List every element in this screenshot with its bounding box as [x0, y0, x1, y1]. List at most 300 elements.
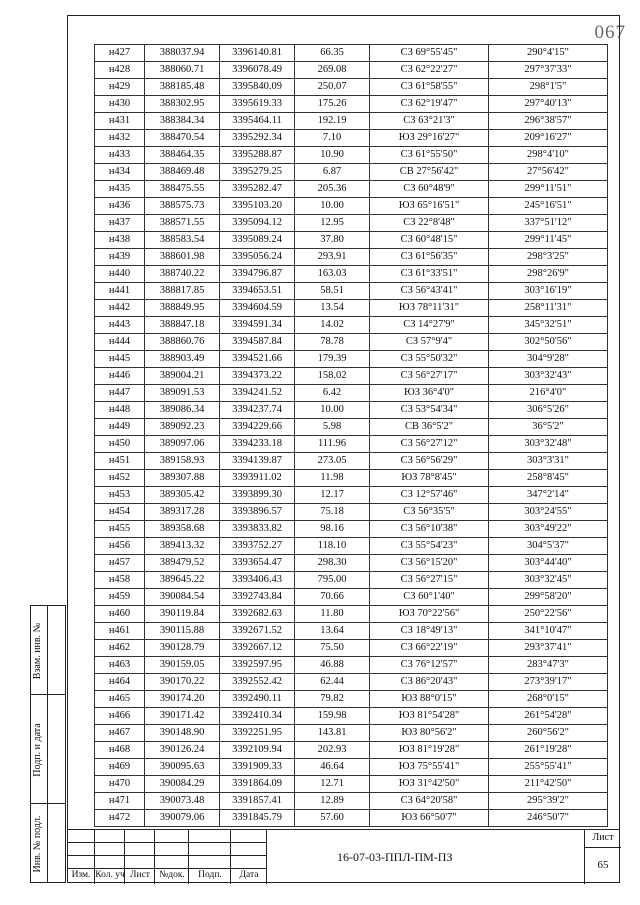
distance-cell: 205.36: [295, 181, 370, 198]
vzam-label: Взам. инв. №: [32, 622, 43, 680]
rhumb-cell: СВ 27°56'42": [370, 164, 489, 181]
x-coord-cell: 390115.88: [145, 623, 220, 640]
rhumb-cell: СЗ 60°1'40": [370, 589, 489, 606]
point-id-cell: н447: [95, 385, 145, 402]
y-coord-cell: 3394237.74: [220, 402, 295, 419]
table-row: [95, 504, 608, 521]
y-coord-cell: 3394233.18: [220, 436, 295, 453]
y-coord-cell: 3394229.66: [220, 419, 295, 436]
x-coord-cell: 388740.22: [145, 266, 220, 283]
azimuth-cell: 299°11'45": [489, 232, 608, 249]
point-id-cell: н458: [95, 572, 145, 589]
distance-cell: 273.05: [295, 453, 370, 470]
point-id-cell: н451: [95, 453, 145, 470]
table-row: [95, 164, 608, 181]
distance-cell: 179.39: [295, 351, 370, 368]
rhumb-cell: ЮЗ 36°4'0": [370, 385, 489, 402]
distance-cell: 159.98: [295, 708, 370, 725]
x-coord-cell: 390119.84: [145, 606, 220, 623]
x-coord-cell: 389317.28: [145, 504, 220, 521]
y-coord-cell: 3391864.09: [220, 776, 295, 793]
rhumb-cell: СЗ 61°33'51": [370, 266, 489, 283]
title-block: [67, 829, 620, 884]
azimuth-cell: 303°24'55": [489, 504, 608, 521]
azimuth-cell: 209°16'27": [489, 130, 608, 147]
azimuth-cell: 36°5'2": [489, 419, 608, 436]
point-id-cell: н430: [95, 96, 145, 113]
table-row: [95, 113, 608, 130]
table-row: [95, 521, 608, 538]
point-id-cell: н428: [95, 62, 145, 79]
table-row: [95, 402, 608, 419]
table-row: [95, 317, 608, 334]
point-id-cell: н449: [95, 419, 145, 436]
y-coord-cell: 3395292.34: [220, 130, 295, 147]
point-id-cell: н452: [95, 470, 145, 487]
x-coord-cell: 388037.94: [145, 45, 220, 62]
y-coord-cell: 3393911.02: [220, 470, 295, 487]
y-coord-cell: 3392552.42: [220, 674, 295, 691]
x-coord-cell: 390095.63: [145, 759, 220, 776]
table-row: [95, 742, 608, 759]
x-coord-cell: 388302.95: [145, 96, 220, 113]
rhumb-cell: СЗ 12°57'46": [370, 487, 489, 504]
y-coord-cell: 3395288.87: [220, 147, 295, 164]
distance-cell: 13.64: [295, 623, 370, 640]
distance-cell: 79.82: [295, 691, 370, 708]
azimuth-cell: 268°0'15": [489, 691, 608, 708]
azimuth-cell: 273°39'17": [489, 674, 608, 691]
distance-cell: 6.87: [295, 164, 370, 181]
y-coord-cell: 3394796.87: [220, 266, 295, 283]
table-row: [95, 300, 608, 317]
revision-grid: [67, 830, 267, 884]
distance-cell: 11.98: [295, 470, 370, 487]
x-coord-cell: 388571.55: [145, 215, 220, 232]
point-id-cell: н443: [95, 317, 145, 334]
x-coord-cell: 388384.34: [145, 113, 220, 130]
head-data: Дата: [239, 870, 259, 880]
x-coord-cell: 390073.48: [145, 793, 220, 810]
table-row: [95, 640, 608, 657]
table-row: [95, 776, 608, 793]
distance-cell: 11.80: [295, 606, 370, 623]
distance-cell: 14.02: [295, 317, 370, 334]
x-coord-cell: 389307.88: [145, 470, 220, 487]
azimuth-cell: 298°4'10": [489, 147, 608, 164]
head-list: Лист: [130, 870, 150, 880]
x-coord-cell: 388903.49: [145, 351, 220, 368]
distance-cell: 192.19: [295, 113, 370, 130]
distance-cell: 10.00: [295, 198, 370, 215]
rhumb-cell: СЗ 56°27'15": [370, 572, 489, 589]
y-coord-cell: 3392671.52: [220, 623, 295, 640]
rhumb-cell: ЮЗ 78°11'31": [370, 300, 489, 317]
rhumb-cell: СЗ 14°27'9": [370, 317, 489, 334]
point-id-cell: н455: [95, 521, 145, 538]
azimuth-cell: 245°16'51": [489, 198, 608, 215]
distance-cell: 98.16: [295, 521, 370, 538]
azimuth-cell: 298°1'5": [489, 79, 608, 96]
distance-cell: 10.90: [295, 147, 370, 164]
rhumb-cell: СЗ 63°21'3": [370, 113, 489, 130]
y-coord-cell: 3392490.11: [220, 691, 295, 708]
table-row: [95, 810, 608, 827]
azimuth-cell: 302°50'56": [489, 334, 608, 351]
distance-cell: 46.88: [295, 657, 370, 674]
point-id-cell: н439: [95, 249, 145, 266]
distance-cell: 12.89: [295, 793, 370, 810]
table-row: [95, 45, 608, 62]
table-row: [95, 708, 608, 725]
y-coord-cell: 3394591.34: [220, 317, 295, 334]
point-id-cell: н465: [95, 691, 145, 708]
head-kol: Кол. уч: [95, 870, 125, 880]
x-coord-cell: 388060.71: [145, 62, 220, 79]
azimuth-cell: 299°58'20": [489, 589, 608, 606]
y-coord-cell: 3392251.95: [220, 725, 295, 742]
rhumb-cell: СЗ 57°9'4": [370, 334, 489, 351]
x-coord-cell: 388185.48: [145, 79, 220, 96]
point-id-cell: н456: [95, 538, 145, 555]
azimuth-cell: 261°54'28": [489, 708, 608, 725]
rhumb-cell: СЗ 61°55'50": [370, 147, 489, 164]
y-coord-cell: 3395840.09: [220, 79, 295, 96]
x-coord-cell: 389413.32: [145, 538, 220, 555]
rhumb-cell: СЗ 56°27'17": [370, 368, 489, 385]
table-row: [95, 130, 608, 147]
azimuth-cell: 303°3'31": [489, 453, 608, 470]
rhumb-cell: СЗ 56°43'41": [370, 283, 489, 300]
table-row: [95, 334, 608, 351]
point-id-cell: н466: [95, 708, 145, 725]
azimuth-cell: 293°37'41": [489, 640, 608, 657]
table-row: [95, 623, 608, 640]
y-coord-cell: 3394521.66: [220, 351, 295, 368]
azimuth-cell: 303°32'43": [489, 368, 608, 385]
table-row: [95, 62, 608, 79]
x-coord-cell: 388849.95: [145, 300, 220, 317]
rhumb-cell: СЗ 60°48'9": [370, 181, 489, 198]
y-coord-cell: 3394373.22: [220, 368, 295, 385]
table-row: [95, 555, 608, 572]
coordinates-table: [94, 44, 608, 827]
x-coord-cell: 388575.73: [145, 198, 220, 215]
distance-cell: 143.81: [295, 725, 370, 742]
x-coord-cell: 388601.98: [145, 249, 220, 266]
rhumb-cell: СЗ 22°8'48": [370, 215, 489, 232]
point-id-cell: н435: [95, 181, 145, 198]
y-coord-cell: 3394604.59: [220, 300, 295, 317]
y-coord-cell: 3392597.95: [220, 657, 295, 674]
x-coord-cell: 390084.54: [145, 589, 220, 606]
table-row: [95, 436, 608, 453]
rhumb-cell: СЗ 61°56'35": [370, 249, 489, 266]
rhumb-cell: ЮЗ 31°42'50": [370, 776, 489, 793]
rhumb-cell: СЗ 56°27'12": [370, 436, 489, 453]
x-coord-cell: 388817.85: [145, 283, 220, 300]
azimuth-cell: 27°56'42": [489, 164, 608, 181]
y-coord-cell: 3394241.52: [220, 385, 295, 402]
y-coord-cell: 3393654.47: [220, 555, 295, 572]
y-coord-cell: 3396140.81: [220, 45, 295, 62]
azimuth-cell: 306°5'26": [489, 402, 608, 419]
rhumb-cell: ЮЗ 75°55'41": [370, 759, 489, 776]
x-coord-cell: 388860.76: [145, 334, 220, 351]
rhumb-cell: ЮЗ 81°19'28": [370, 742, 489, 759]
y-coord-cell: 3395464.11: [220, 113, 295, 130]
y-coord-cell: 3394139.87: [220, 453, 295, 470]
point-id-cell: н469: [95, 759, 145, 776]
sheet-number: 65: [597, 859, 609, 871]
point-id-cell: н459: [95, 589, 145, 606]
point-id-cell: н461: [95, 623, 145, 640]
point-id-cell: н450: [95, 436, 145, 453]
table-row: [95, 725, 608, 742]
azimuth-cell: 255°55'41": [489, 759, 608, 776]
rhumb-cell: ЮЗ 29°16'27": [370, 130, 489, 147]
distance-cell: 58.51: [295, 283, 370, 300]
azimuth-cell: 298°26'9": [489, 266, 608, 283]
table-row: [95, 96, 608, 113]
distance-cell: 37.80: [295, 232, 370, 249]
azimuth-cell: 337°51'12": [489, 215, 608, 232]
distance-cell: 293.91: [295, 249, 370, 266]
archive-stamp: 067: [594, 22, 626, 43]
azimuth-cell: 290°4'15": [489, 45, 608, 62]
point-id-cell: н432: [95, 130, 145, 147]
distance-cell: 13.54: [295, 300, 370, 317]
sheet-box: [584, 830, 620, 884]
distance-cell: 12.95: [295, 215, 370, 232]
point-id-cell: н448: [95, 402, 145, 419]
y-coord-cell: 3393896.57: [220, 504, 295, 521]
table-row: [95, 419, 608, 436]
point-id-cell: н436: [95, 198, 145, 215]
rhumb-cell: ЮЗ 66°50'7": [370, 810, 489, 827]
x-coord-cell: 389091.53: [145, 385, 220, 402]
point-id-cell: н467: [95, 725, 145, 742]
rhumb-cell: СВ 36°5'2": [370, 419, 489, 436]
distance-cell: 250.07: [295, 79, 370, 96]
azimuth-cell: 345°32'51": [489, 317, 608, 334]
azimuth-cell: 341°10'47": [489, 623, 608, 640]
rhumb-cell: ЮЗ 65°16'51": [370, 198, 489, 215]
x-coord-cell: 388583.54: [145, 232, 220, 249]
y-coord-cell: 3395619.33: [220, 96, 295, 113]
x-coord-cell: 390159.05: [145, 657, 220, 674]
y-coord-cell: 3395103.20: [220, 198, 295, 215]
y-coord-cell: 3391845.79: [220, 810, 295, 827]
x-coord-cell: 390171.42: [145, 708, 220, 725]
table-row: [95, 198, 608, 215]
distance-cell: 5.98: [295, 419, 370, 436]
table-row: [95, 657, 608, 674]
distance-cell: 175.26: [295, 96, 370, 113]
y-coord-cell: 3393899.30: [220, 487, 295, 504]
point-id-cell: н441: [95, 283, 145, 300]
point-id-cell: н457: [95, 555, 145, 572]
y-coord-cell: 3391857.41: [220, 793, 295, 810]
rhumb-cell: СЗ 62°22'27": [370, 62, 489, 79]
point-id-cell: н437: [95, 215, 145, 232]
table-row: [95, 181, 608, 198]
azimuth-cell: 258°11'31": [489, 300, 608, 317]
azimuth-cell: 295°39'2": [489, 793, 608, 810]
azimuth-cell: 296°38'57": [489, 113, 608, 130]
rhumb-cell: ЮЗ 70°22'56": [370, 606, 489, 623]
y-coord-cell: 3396078.49: [220, 62, 295, 79]
distance-cell: 111.96: [295, 436, 370, 453]
azimuth-cell: 304°5'37": [489, 538, 608, 555]
point-id-cell: н462: [95, 640, 145, 657]
point-id-cell: н472: [95, 810, 145, 827]
azimuth-cell: 304°9'28": [489, 351, 608, 368]
rhumb-cell: СЗ 56°56'29": [370, 453, 489, 470]
y-coord-cell: 3393833.82: [220, 521, 295, 538]
distance-cell: 118.10: [295, 538, 370, 555]
y-coord-cell: 3395056.24: [220, 249, 295, 266]
distance-cell: 6.42: [295, 385, 370, 402]
table-row: [95, 351, 608, 368]
y-coord-cell: 3395089.24: [220, 232, 295, 249]
rhumb-cell: СЗ 55°50'32": [370, 351, 489, 368]
distance-cell: 78.78: [295, 334, 370, 351]
sheet-label: Лист: [585, 832, 621, 848]
distance-cell: 66.35: [295, 45, 370, 62]
point-id-cell: н427: [95, 45, 145, 62]
distance-cell: 46.64: [295, 759, 370, 776]
azimuth-cell: 216°4'0": [489, 385, 608, 402]
rhumb-cell: СЗ 62°19'47": [370, 96, 489, 113]
azimuth-cell: 303°49'22": [489, 521, 608, 538]
x-coord-cell: 390174.20: [145, 691, 220, 708]
distance-cell: 75.18: [295, 504, 370, 521]
table-row: [95, 453, 608, 470]
table-row: [95, 249, 608, 266]
x-coord-cell: 390170.22: [145, 674, 220, 691]
table-row: [95, 538, 608, 555]
point-id-cell: н446: [95, 368, 145, 385]
table-row: [95, 759, 608, 776]
x-coord-cell: 389358.68: [145, 521, 220, 538]
azimuth-cell: 297°40'13": [489, 96, 608, 113]
distance-cell: 795.00: [295, 572, 370, 589]
x-coord-cell: 389097.06: [145, 436, 220, 453]
rhumb-cell: СЗ 56°10'38": [370, 521, 489, 538]
azimuth-cell: 303°16'19": [489, 283, 608, 300]
table-row: [95, 487, 608, 504]
y-coord-cell: 3393406.43: [220, 572, 295, 589]
rhumb-cell: СЗ 56°35'5": [370, 504, 489, 521]
rhumb-cell: СЗ 60°48'15": [370, 232, 489, 249]
y-coord-cell: 3395282.47: [220, 181, 295, 198]
table-row: [95, 589, 608, 606]
rhumb-cell: СЗ 66°22'19": [370, 640, 489, 657]
table-row: [95, 385, 608, 402]
point-id-cell: н431: [95, 113, 145, 130]
distance-cell: 12.17: [295, 487, 370, 504]
table-row: [95, 283, 608, 300]
rhumb-cell: СЗ 53°54'34": [370, 402, 489, 419]
distance-cell: 298.30: [295, 555, 370, 572]
table-row: [95, 266, 608, 283]
point-id-cell: н445: [95, 351, 145, 368]
y-coord-cell: 3394653.51: [220, 283, 295, 300]
podp-label: Подп. и дата: [32, 723, 43, 777]
x-coord-cell: 390148.90: [145, 725, 220, 742]
y-coord-cell: 3391909.33: [220, 759, 295, 776]
rhumb-cell: СЗ 18°49'13": [370, 623, 489, 640]
point-id-cell: н470: [95, 776, 145, 793]
rhumb-cell: СЗ 69°55'45": [370, 45, 489, 62]
rhumb-cell: СЗ 55°54'23": [370, 538, 489, 555]
x-coord-cell: 388469.48: [145, 164, 220, 181]
x-coord-cell: 390084.29: [145, 776, 220, 793]
distance-cell: 10.00: [295, 402, 370, 419]
x-coord-cell: 388847.18: [145, 317, 220, 334]
y-coord-cell: 3392667.12: [220, 640, 295, 657]
table-row: [95, 470, 608, 487]
rhumb-cell: ЮЗ 81°54'28": [370, 708, 489, 725]
x-coord-cell: 388475.55: [145, 181, 220, 198]
head-ndok: №док.: [159, 870, 185, 880]
y-coord-cell: 3392743.84: [220, 589, 295, 606]
inv-box: [30, 803, 66, 883]
table-row: [95, 232, 608, 249]
point-id-cell: н433: [95, 147, 145, 164]
distance-cell: 7.10: [295, 130, 370, 147]
azimuth-cell: 258°8'45": [489, 470, 608, 487]
distance-cell: 70.66: [295, 589, 370, 606]
head-izm: Изм.: [71, 870, 91, 880]
x-coord-cell: 390079.06: [145, 810, 220, 827]
azimuth-cell: 298°3'25": [489, 249, 608, 266]
y-coord-cell: 3395279.25: [220, 164, 295, 181]
rhumb-cell: СЗ 64°20'58": [370, 793, 489, 810]
x-coord-cell: 389092.23: [145, 419, 220, 436]
x-coord-cell: 389305.42: [145, 487, 220, 504]
point-id-cell: н453: [95, 487, 145, 504]
distance-cell: 158.02: [295, 368, 370, 385]
x-coord-cell: 389158.93: [145, 453, 220, 470]
azimuth-cell: 347°2'14": [489, 487, 608, 504]
distance-cell: 202.93: [295, 742, 370, 759]
rhumb-cell: ЮЗ 80°56'2": [370, 725, 489, 742]
y-coord-cell: 3395094.12: [220, 215, 295, 232]
table-row: [95, 793, 608, 810]
point-id-cell: н444: [95, 334, 145, 351]
distance-cell: 57.60: [295, 810, 370, 827]
x-coord-cell: 389086.34: [145, 402, 220, 419]
azimuth-cell: 250°22'56": [489, 606, 608, 623]
azimuth-cell: 297°37'33": [489, 62, 608, 79]
x-coord-cell: 388470.54: [145, 130, 220, 147]
y-coord-cell: 3394587.84: [220, 334, 295, 351]
rhumb-cell: СЗ 61°58'55": [370, 79, 489, 96]
podp-box: [30, 694, 66, 804]
point-id-cell: н471: [95, 793, 145, 810]
x-coord-cell: 390128.79: [145, 640, 220, 657]
table-row: [95, 572, 608, 589]
point-id-cell: н454: [95, 504, 145, 521]
point-id-cell: н460: [95, 606, 145, 623]
azimuth-cell: 303°32'45": [489, 572, 608, 589]
azimuth-cell: 260°56'2": [489, 725, 608, 742]
point-id-cell: н468: [95, 742, 145, 759]
x-coord-cell: 389645.22: [145, 572, 220, 589]
rhumb-cell: СЗ 86°20'43": [370, 674, 489, 691]
